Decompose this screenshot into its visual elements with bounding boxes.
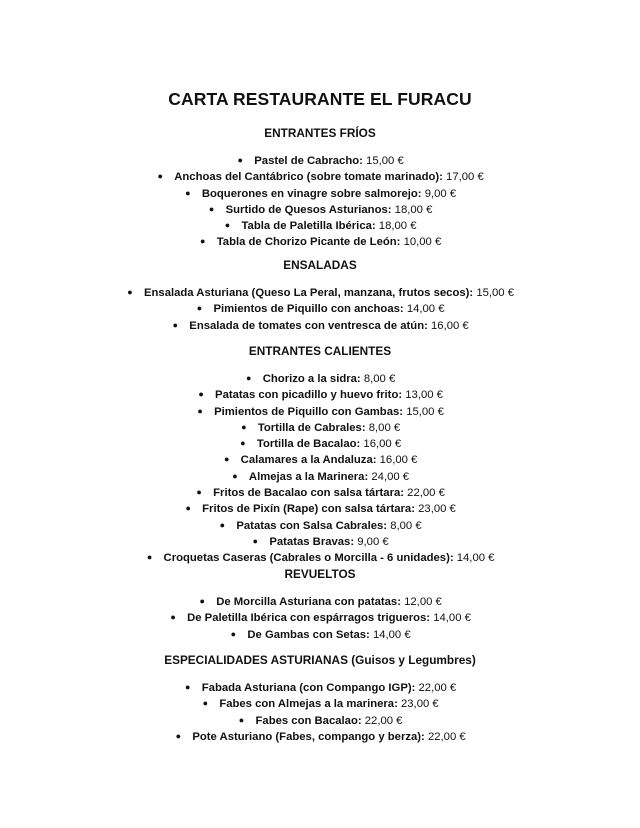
menu-item bbox=[0, 301, 640, 317]
bullet-icon: ● bbox=[127, 287, 133, 297]
menu-item-name: Boquerones en vinagre sobre salmorejo: bbox=[201, 187, 422, 200]
menu-item-name: De Gambas con Setas: bbox=[247, 628, 370, 641]
menu-item-price: 15,00 € bbox=[406, 405, 444, 418]
menu-item-name: Ensalada Asturiana (Queso La Peral, manzana, frutos secos): bbox=[143, 287, 474, 299]
bullet-icon: ● bbox=[219, 519, 226, 530]
menu-item bbox=[0, 469, 640, 485]
menu-item-price: 22,00 € bbox=[427, 730, 466, 743]
menu-item-name: Fabes con Bacalao: bbox=[255, 714, 362, 727]
bullet-icon: ● bbox=[199, 596, 205, 606]
menu-item bbox=[0, 436, 640, 452]
menu-item bbox=[0, 594, 640, 610]
menu-item-price: 8,00 € bbox=[390, 519, 422, 532]
bullet-icon: ● bbox=[232, 470, 238, 481]
menu-item-name: Pimientos de Piquillo con Gambas: bbox=[214, 405, 404, 418]
bullet-icon: ● bbox=[252, 535, 259, 546]
bullet-icon: ● bbox=[185, 682, 191, 692]
menu-item-price: 23,00 € bbox=[418, 503, 456, 516]
section-entrantes-frios bbox=[0, 125, 640, 251]
menu-item bbox=[0, 371, 640, 387]
menu-item-price: 24,00 € bbox=[371, 470, 410, 483]
menu-item-price: 16,00 € bbox=[431, 319, 469, 332]
bullet-icon: ● bbox=[196, 487, 202, 498]
menu-item-name: Fabes con Almejas a la marinera: bbox=[219, 698, 398, 711]
menu-item-price: 15,00 € bbox=[476, 287, 515, 299]
menu-item-price: 9,00 € bbox=[357, 535, 389, 548]
section-heading: ENSALADAS bbox=[283, 258, 357, 272]
menu-item-price: 22,00 € bbox=[418, 682, 457, 694]
bullet-icon: ● bbox=[170, 612, 176, 623]
menu-item-name: Almejas a la Marinera: bbox=[248, 470, 369, 483]
bullet-icon: ● bbox=[185, 187, 191, 198]
menu-item-name: Tabla de Chorizo Picante de León: bbox=[216, 236, 401, 249]
menu-item bbox=[0, 680, 640, 696]
bullet-icon: ● bbox=[197, 405, 203, 416]
menu-item bbox=[0, 485, 640, 501]
menu-item-name: Patatas con picadillo y huevo frito: bbox=[215, 389, 403, 402]
menu-item-price: 17,00 € bbox=[446, 171, 484, 184]
menu-item bbox=[0, 729, 640, 745]
menu-item-price: 8,00 € bbox=[368, 421, 401, 434]
bullet-icon: ● bbox=[241, 421, 247, 432]
menu-item bbox=[0, 452, 640, 468]
item-list bbox=[0, 371, 640, 567]
bullet-icon: ● bbox=[230, 628, 237, 639]
menu-item-name: De Paletilla Ibérica con espárragos trigueros: bbox=[187, 612, 431, 625]
section-heading: ENTRANTES CALIENTES bbox=[248, 344, 392, 358]
menu-item-name: Patatas con Salsa Cabrales: bbox=[236, 519, 388, 532]
section-entrantes-calientes bbox=[0, 343, 640, 567]
bullet-icon: ● bbox=[172, 319, 178, 330]
menu-item bbox=[0, 404, 640, 420]
section-ensaladas bbox=[0, 257, 640, 334]
menu-item-name: Chorizo a la sidra: bbox=[262, 373, 361, 385]
menu-item bbox=[0, 202, 640, 218]
bullet-icon: ● bbox=[238, 714, 245, 725]
menu-item-price: 12,00 € bbox=[404, 596, 442, 608]
menu-item-price: 23,00 € bbox=[400, 698, 439, 711]
menu-item bbox=[0, 696, 640, 712]
bullet-icon: ● bbox=[185, 503, 191, 514]
bullet-icon: ● bbox=[146, 552, 153, 563]
menu-item-price: 9,00 € bbox=[424, 187, 457, 200]
menu-item-name: Patatas Bravas: bbox=[269, 535, 355, 548]
section-revueltos bbox=[0, 566, 640, 643]
menu-item bbox=[0, 518, 640, 534]
menu-item-name: Tortilla de Cabrales: bbox=[257, 421, 366, 434]
menu-item-price: 18,00 € bbox=[378, 220, 417, 233]
menu-item-price: 15,00 € bbox=[366, 155, 404, 167]
bullet-icon: ● bbox=[198, 389, 204, 400]
menu-item-price: 10,00 € bbox=[403, 236, 442, 249]
menu-item-price: 16,00 € bbox=[379, 454, 418, 467]
menu-item-name: Pote Asturiano (Fabes, compango y berza): bbox=[192, 730, 425, 743]
menu-item-price: 14,00 € bbox=[433, 612, 471, 625]
bullet-icon: ● bbox=[223, 454, 230, 465]
menu-item bbox=[0, 218, 640, 234]
menu-item-name: Fritos de Pixín (Rape) con salsa tártara: bbox=[202, 503, 415, 516]
menu-item-price: 16,00 € bbox=[363, 438, 402, 451]
menu-item bbox=[0, 534, 640, 550]
menu-item bbox=[0, 420, 640, 436]
menu-item-name: Tabla de Paletilla Ibérica: bbox=[241, 220, 376, 233]
bullet-icon: ● bbox=[202, 698, 209, 709]
bullet-icon: ● bbox=[208, 203, 215, 214]
menu-item-name: Tortilla de Bacalao: bbox=[256, 438, 361, 451]
menu-item bbox=[0, 153, 640, 169]
section-especialidades-asturianas bbox=[0, 652, 640, 745]
menu-item-price: 22,00 € bbox=[407, 487, 445, 500]
menu-item bbox=[0, 285, 640, 301]
menu-item bbox=[0, 387, 640, 403]
menu-item bbox=[0, 627, 640, 643]
bullet-icon: ● bbox=[237, 155, 243, 165]
menu-item-price: 22,00 € bbox=[364, 714, 403, 727]
menu-item bbox=[0, 234, 640, 250]
bullet-icon: ● bbox=[246, 373, 252, 383]
menu-item bbox=[0, 610, 640, 626]
menu-item-price: 14,00 € bbox=[372, 628, 411, 641]
menu-item bbox=[0, 169, 640, 185]
menu-item-name: Croquetas Caseras (Cabrales o Morcilla - 6 unidades): bbox=[163, 552, 454, 565]
menu-item-price: 8,00 € bbox=[363, 373, 396, 385]
menu-item-price: 14,00 € bbox=[456, 552, 495, 565]
menu-item-name: Calamares a la Andaluza: bbox=[240, 454, 377, 467]
bullet-icon: ● bbox=[175, 730, 182, 741]
menu-item-name: Pastel de Cabracho: bbox=[254, 155, 363, 167]
section-heading: REVUELTOS bbox=[284, 567, 356, 581]
menu-item-name: Surtido de Quesos Asturianos: bbox=[225, 203, 392, 216]
menu-item bbox=[0, 186, 640, 202]
item-list bbox=[0, 285, 640, 334]
menu-item-name: Ensalada de tomates con ventresca de atún: bbox=[189, 319, 428, 332]
menu-item-name: Pimientos de Piquillo con anchoas: bbox=[213, 303, 404, 316]
menu-item-price: 18,00 € bbox=[394, 203, 433, 216]
item-list bbox=[0, 680, 640, 745]
menu-item-price: 14,00 € bbox=[406, 303, 445, 316]
page-title: CARTA RESTAURANTE EL FURACU bbox=[168, 89, 472, 109]
menu-item-name: Fabada Asturiana (con Compango IGP): bbox=[201, 682, 416, 694]
bullet-icon: ● bbox=[196, 303, 203, 314]
bullet-icon: ● bbox=[240, 438, 246, 449]
menu-item-name: Fritos de Bacalao con salsa tártara: bbox=[213, 487, 405, 500]
menu-item bbox=[0, 501, 640, 517]
bullet-icon: ● bbox=[224, 220, 231, 231]
bullet-icon: ● bbox=[157, 171, 163, 182]
menu-item bbox=[0, 318, 640, 334]
item-list bbox=[0, 153, 640, 251]
menu-item-name: De Morcilla Asturiana con patatas: bbox=[216, 596, 401, 608]
menu-item-name: Anchoas del Cantábrico (sobre tomate marinado): bbox=[174, 171, 443, 184]
bullet-icon: ● bbox=[200, 236, 206, 247]
menu-item bbox=[0, 550, 640, 566]
menu-item-price: 13,00 € bbox=[405, 389, 443, 402]
section-heading: ENTRANTES FRÍOS bbox=[264, 126, 376, 140]
menu-item bbox=[0, 713, 640, 729]
section-heading: ESPECIALIDADES ASTURIANAS (Guisos y Legumbres) bbox=[164, 653, 476, 667]
item-list bbox=[0, 594, 640, 643]
